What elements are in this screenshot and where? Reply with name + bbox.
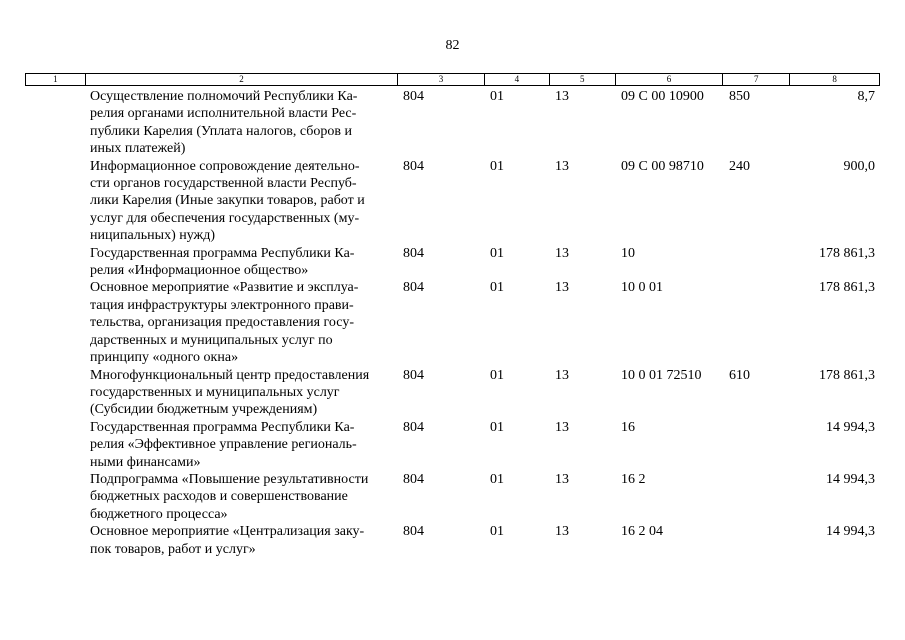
cell-ministry-code: 804 (403, 524, 424, 540)
table-row (25, 88, 880, 158)
cell-target-article: 10 0 01 (621, 280, 663, 296)
cell-expense-type (724, 523, 791, 558)
cell-col1 (25, 279, 85, 366)
cell-expense-type (724, 419, 791, 471)
cell-ministry-code: 804 (403, 158, 424, 174)
cell-subsection: 13 (555, 367, 569, 383)
cell-expense-type: 240 (729, 158, 750, 174)
cell-subsection: 13 (555, 245, 569, 261)
column-header-2: 2 (86, 74, 398, 85)
description-line: ными финансами» (90, 454, 201, 470)
description-line: тельства, организация предоставления госу- (90, 315, 354, 331)
column-header-7: 7 (723, 74, 790, 85)
cell-section: 01 (490, 367, 504, 383)
cell-target-article: 09 С 00 98710 (621, 158, 704, 174)
column-header-1: 1 (26, 74, 86, 85)
description-line: Подпрограмма «Повышение результативности (90, 471, 369, 487)
description-line: тация инфраструктуры электронного прави- (90, 297, 354, 313)
cell-description (85, 88, 398, 158)
cell-section: 01 (490, 245, 504, 261)
description-line: бюджетного процесса» (90, 506, 228, 522)
column-header-5: 5 (550, 74, 616, 85)
description-line: иных платежей) (90, 141, 186, 157)
description-line: публики Карелия (Уплата налогов, сборов и (90, 123, 352, 139)
cell-ministry-code: 804 (403, 89, 424, 104)
table-row (25, 158, 880, 245)
cell-subsection: 13 (555, 524, 569, 540)
cell-description (85, 158, 398, 245)
table-row (25, 279, 880, 366)
cell-target-article: 16 2 04 (621, 524, 663, 540)
cell-col1 (25, 88, 85, 158)
cell-section: 01 (490, 419, 504, 435)
description-line: услуг для обеспечения государственных (му- (90, 210, 360, 226)
description-line: дарственных и муниципальных услуг по (90, 332, 333, 348)
description-line: релия «Информационное общество» (90, 263, 309, 279)
cell-col1 (25, 419, 85, 471)
column-header-4: 4 (485, 74, 550, 85)
cell-description (85, 471, 398, 523)
table-row (25, 367, 880, 419)
cell-target-article: 10 (621, 245, 635, 261)
description-line: государственных и муниципальных услуг (90, 384, 340, 400)
cell-section: 01 (490, 471, 504, 487)
cell-amount: 14 994,3 (826, 471, 875, 487)
cell-expense-type: 610 (729, 367, 750, 383)
cell-amount: 900,0 (843, 158, 875, 174)
table-row (25, 471, 880, 523)
description-line: Многофункциональный центр предоставления (90, 367, 370, 383)
column-header-3: 3 (398, 74, 485, 85)
cell-target-article: 16 (621, 419, 635, 435)
cell-subsection: 13 (555, 89, 569, 104)
cell-description (85, 419, 398, 471)
cell-amount: 14 994,3 (826, 419, 875, 435)
description-line: ниципальных) нужд) (90, 228, 215, 244)
cell-col1 (25, 158, 85, 245)
description-line: лики Карелия (Иные закупки товаров, работ и (90, 193, 365, 209)
cell-target-article: 16 2 (621, 471, 646, 487)
cell-expense-type (724, 471, 791, 523)
cell-amount: 178 861,3 (819, 367, 875, 383)
cell-amount: 14 994,3 (826, 524, 875, 540)
cell-section: 01 (490, 89, 504, 104)
description-line: релия «Эффективное управление региональ- (90, 437, 357, 453)
description-line: Основное мероприятие «Централизация заку- (90, 524, 365, 540)
description-line: бюджетных расходов и совершенствование (90, 489, 348, 505)
cell-expense-type (724, 245, 791, 280)
cell-col1 (25, 367, 85, 419)
description-line: Основное мероприятие «Развитие и эксплуа- (90, 280, 359, 296)
description-line: пок товаров, работ и услуг» (90, 541, 256, 557)
cell-amount: 8,7 (857, 89, 875, 104)
cell-ministry-code: 804 (403, 367, 424, 383)
table-header (25, 73, 880, 86)
cell-description (85, 245, 398, 280)
description-line: Информационное сопровождение деятельно- (90, 158, 360, 174)
table-body (25, 88, 880, 558)
cell-subsection: 13 (555, 158, 569, 174)
column-header-6: 6 (616, 74, 724, 85)
description-line: релия органами исполнительной власти Рес- (90, 106, 357, 122)
cell-col1 (25, 523, 85, 558)
cell-ministry-code: 804 (403, 419, 424, 435)
cell-expense-type: 850 (729, 89, 750, 104)
description-line: Государственная программа Республики Ка- (90, 419, 355, 435)
cell-section: 01 (490, 158, 504, 174)
page-number: 82 (445, 38, 460, 53)
cell-col1 (25, 471, 85, 523)
cell-ministry-code: 804 (403, 245, 424, 261)
cell-target-article: 10 0 01 72510 (621, 367, 702, 383)
cell-amount: 178 861,3 (819, 280, 875, 296)
cell-target-article: 09 С 00 10900 (621, 89, 704, 104)
cell-subsection: 13 (555, 419, 569, 435)
table-row (25, 419, 880, 471)
cell-amount: 178 861,3 (819, 245, 875, 261)
table-row (25, 245, 880, 280)
cell-section: 01 (490, 280, 504, 296)
cell-ministry-code: 804 (403, 471, 424, 487)
table-row (25, 523, 880, 558)
cell-col1 (25, 245, 85, 280)
cell-description (85, 523, 398, 558)
cell-expense-type (724, 279, 791, 366)
cell-description (85, 279, 398, 366)
cell-subsection: 13 (555, 280, 569, 296)
description-line: (Субсидии бюджетным учреждениям) (90, 402, 318, 418)
description-line: Государственная программа Республики Ка- (90, 245, 355, 261)
description-line: принципу «одного окна» (90, 350, 239, 366)
column-header-8: 8 (832, 74, 837, 84)
cell-description (85, 367, 398, 419)
cell-subsection: 13 (555, 471, 569, 487)
description-line: Осуществление полномочий Республики Ка- (90, 89, 358, 104)
cell-ministry-code: 804 (403, 280, 424, 296)
cell-section: 01 (490, 524, 504, 540)
description-line: сти органов государственной власти Респуб- (90, 176, 357, 192)
